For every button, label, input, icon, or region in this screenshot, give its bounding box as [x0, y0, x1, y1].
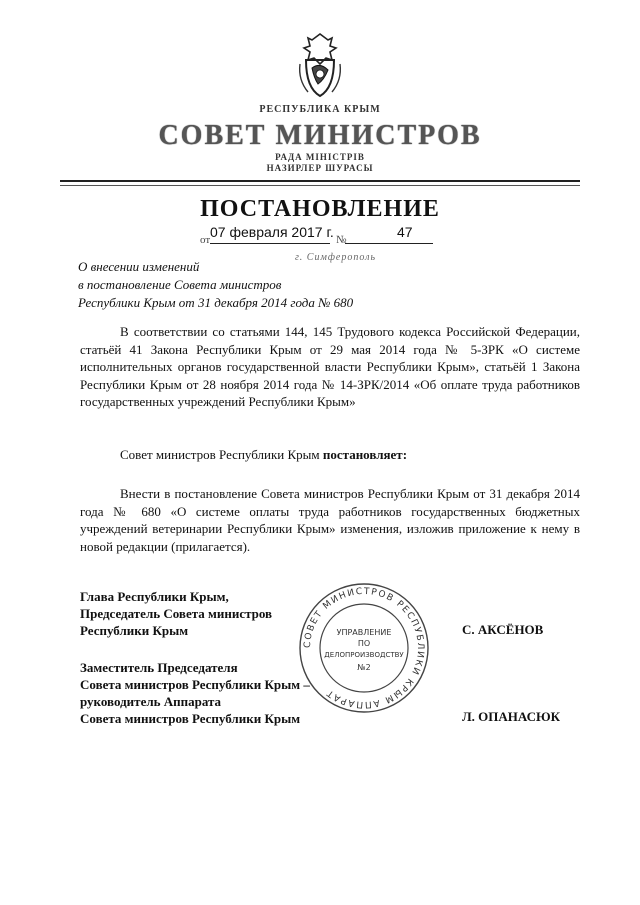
seal-ring-text: СОВЕТ МИНИСТРОВ РЕСПУБЛИКИ КРЫМ АППАРАТ	[302, 586, 426, 710]
header-rule-thin	[60, 185, 580, 186]
seal-line-1: УПРАВЛЕНИЕ	[336, 628, 392, 637]
subject-line: в постановление Совета министров	[78, 277, 282, 292]
seal-line-2: ПО	[357, 639, 371, 648]
number-underline	[345, 243, 433, 244]
republic-small-heading: РЕСПУБЛИКА КРЫМ	[259, 104, 381, 115]
operative-text: Внести в постановление Совета министров Республики Крым от 31 декабря 2014 года № 680 «О системе оплаты труда работников государственных бюджетных учреждений ветеринарии Республики Крым» изменения, изложив приложение к нему в новой редакции (прилагается).	[80, 486, 580, 554]
signatory-title-line: руководитель Аппарата	[80, 694, 222, 709]
signatory-title-line: Республики Крым	[80, 623, 189, 638]
resolution-text: Совет министров Республики Крым	[120, 447, 323, 462]
subject-line: Республики Крым от 31 декабря 2014 года № 680	[78, 295, 354, 310]
ukrainian-heading: РАДА МІНІСТРІВ	[275, 152, 365, 162]
date-underline	[210, 243, 330, 244]
preamble-text: В соответствии со статьями 144, 145 Трудового кодекса Российской Федерации, статьёй 41 Закона Республики Крым от 29 мая 2014 года № 5-ЗРК «О системе исполнительных органов государственной власти Республики Крым», статьёй 1 Закона Республики Крым от 28 ноября 2014 года № 14-ЗРК/2014 «Об оплате труда работников государственных учреждений Республики Крым»	[80, 324, 580, 409]
subject-block	[78, 258, 438, 312]
signatory-2-name: Л. ОПАНАСЮК	[462, 709, 561, 724]
signatory-title-line: Совета министров Республики Крым	[80, 711, 301, 726]
crimean-tatar-heading: НАЗИРЛЕР ШУРАСЫ	[266, 163, 374, 173]
signatory-title-line: Глава Республики Крым,	[80, 589, 229, 604]
document-number: 47	[397, 224, 413, 240]
seal-line-3: ДЕЛОПРОИЗВОДСТВУ	[324, 651, 404, 659]
signatory-1-name: С. АКСЁНОВ	[462, 622, 544, 637]
crimea-coat-of-arms-icon	[290, 30, 350, 100]
resolution-verb: постановляет:	[322, 447, 408, 462]
signatory-2-title	[80, 659, 310, 727]
issue-city: г. Симферополь	[295, 252, 377, 263]
signatory-title-line: Заместитель Председателя	[80, 660, 238, 675]
operative-paragraph	[80, 485, 580, 555]
round-seal-stamp	[296, 580, 432, 716]
resolution-paragraph	[80, 446, 580, 464]
document-title: ПОСТАНОВЛЕНИЕ	[200, 196, 440, 222]
date-prefix: от	[200, 234, 211, 246]
header-rule-thick	[60, 180, 580, 182]
number-prefix: №	[336, 234, 347, 246]
signatory-1-title	[80, 588, 272, 639]
subject-line: О внесении изменений	[78, 259, 200, 274]
seal-line-4: №2	[357, 663, 371, 672]
signatory-title-line: Председатель Совета министров	[80, 606, 273, 621]
document-date: 07 февраля 2017 г.	[210, 224, 334, 240]
signatory-title-line: Совета министров Республики Крым –	[80, 677, 310, 692]
council-heading: СОВЕТ МИНИСТРОВ	[158, 120, 482, 151]
preamble-paragraph	[80, 323, 580, 411]
